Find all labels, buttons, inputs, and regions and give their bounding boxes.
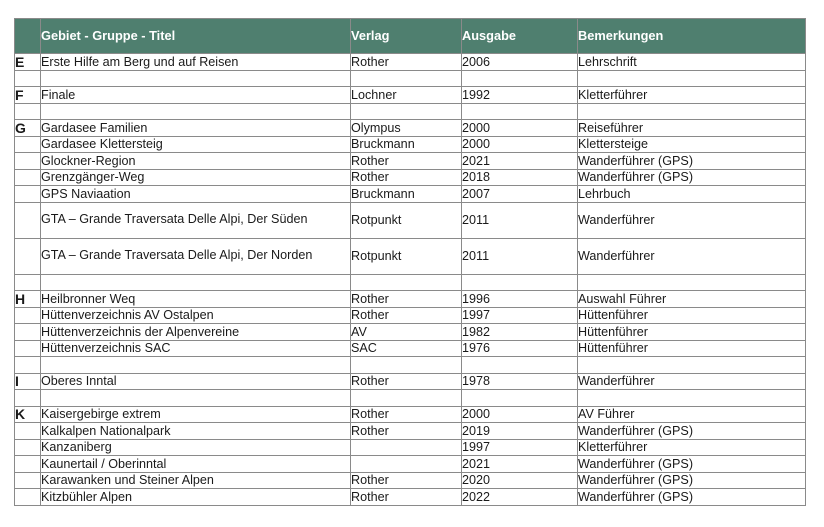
cell-remarks: Hüttenführer: [578, 307, 806, 324]
spacer-row: [15, 357, 806, 374]
cell-edition: 2020: [462, 472, 578, 489]
empty-cell: [15, 357, 41, 374]
empty-cell: [41, 274, 351, 291]
table-body: [15, 54, 806, 506]
cell-remarks: Kletterführer: [578, 87, 806, 104]
cell-remarks: Hüttenführer: [578, 324, 806, 341]
table-row: [15, 136, 806, 153]
cell-publisher: Rother: [351, 307, 462, 324]
cell-edition: 2007: [462, 186, 578, 203]
empty-cell: [578, 357, 806, 374]
cell-edition: 1976: [462, 340, 578, 357]
empty-cell: [578, 390, 806, 407]
cell-publisher: [351, 439, 462, 456]
table-row: [15, 324, 806, 341]
cell-title: Kaisergebirge extrem: [41, 406, 351, 423]
cell-letter: [15, 202, 41, 238]
empty-cell: [578, 103, 806, 120]
cell-edition: 2021: [462, 153, 578, 170]
cell-remarks: Wanderführer (GPS): [578, 169, 806, 186]
spacer-row: [15, 390, 806, 407]
cell-letter: [15, 439, 41, 456]
table-row: [15, 153, 806, 170]
cell-publisher: Olympus: [351, 120, 462, 137]
cell-remarks: Wanderführer (GPS): [578, 456, 806, 473]
empty-cell: [578, 274, 806, 291]
cell-publisher: Rotpunkt: [351, 238, 462, 274]
cell-title: Kitzbühler Alpen: [41, 489, 351, 506]
cell-edition: 2000: [462, 136, 578, 153]
cell-title: Oberes Inntal: [41, 373, 351, 390]
table-row: [15, 307, 806, 324]
empty-cell: [41, 390, 351, 407]
cell-publisher: SAC: [351, 340, 462, 357]
cell-remarks: AV Führer: [578, 406, 806, 423]
cell-title: GTA – Grande Traversata Delle Alpi, Der Norden: [41, 238, 351, 274]
book-list-table: [14, 18, 806, 506]
empty-cell: [351, 70, 462, 87]
cell-edition: 1992: [462, 87, 578, 104]
cell-publisher: Rother: [351, 406, 462, 423]
cell-edition: 1997: [462, 439, 578, 456]
cell-edition: 1997: [462, 307, 578, 324]
cell-edition: 2011: [462, 202, 578, 238]
cell-remarks: Kletterführer: [578, 439, 806, 456]
table-row: [15, 489, 806, 506]
cell-remarks: Wanderführer (GPS): [578, 423, 806, 440]
cell-title: Hüttenverzeichnis AV Ostalpen: [41, 307, 351, 324]
empty-cell: [462, 103, 578, 120]
table-row: [15, 472, 806, 489]
empty-cell: [351, 357, 462, 374]
cell-publisher: Bruckmann: [351, 186, 462, 203]
cell-title: Erste Hilfe am Berg und auf Reisen: [41, 54, 351, 71]
cell-publisher: Rother: [351, 291, 462, 308]
cell-publisher: Rother: [351, 373, 462, 390]
cell-letter: [15, 456, 41, 473]
empty-cell: [15, 274, 41, 291]
cell-publisher: Rother: [351, 423, 462, 440]
cell-title: Hüttenverzeichnis SAC: [41, 340, 351, 357]
cell-letter: K: [15, 406, 41, 423]
cell-remarks: Wanderführer (GPS): [578, 472, 806, 489]
cell-remarks: Auswahl Führer: [578, 291, 806, 308]
cell-remarks: Wanderführer (GPS): [578, 153, 806, 170]
cell-letter: [15, 238, 41, 274]
cell-remarks: Lehrschrift: [578, 54, 806, 71]
cell-edition: 2011: [462, 238, 578, 274]
cell-publisher: Bruckmann: [351, 136, 462, 153]
cell-letter: [15, 489, 41, 506]
empty-cell: [15, 390, 41, 407]
table-row: [15, 238, 806, 274]
table-row: [15, 439, 806, 456]
header-edition: Ausgabe: [462, 19, 578, 54]
document-page: [14, 18, 806, 506]
empty-cell: [15, 103, 41, 120]
cell-letter: G: [15, 120, 41, 137]
cell-title: Kanzaniberg: [41, 439, 351, 456]
cell-edition: 2006: [462, 54, 578, 71]
cell-title: Finale: [41, 87, 351, 104]
cell-remarks: Reiseführer: [578, 120, 806, 137]
cell-letter: [15, 324, 41, 341]
empty-cell: [41, 103, 351, 120]
empty-cell: [41, 70, 351, 87]
cell-publisher: [351, 456, 462, 473]
cell-letter: [15, 186, 41, 203]
cell-letter: [15, 472, 41, 489]
cell-edition: 2022: [462, 489, 578, 506]
cell-title: Gardasee Klettersteig: [41, 136, 351, 153]
cell-letter: [15, 169, 41, 186]
cell-remarks: Wanderführer (GPS): [578, 489, 806, 506]
cell-edition: 2000: [462, 406, 578, 423]
empty-cell: [15, 70, 41, 87]
table-row: [15, 120, 806, 137]
cell-title: GPS Naviaation: [41, 186, 351, 203]
cell-remarks: Hüttenführer: [578, 340, 806, 357]
table-row: [15, 169, 806, 186]
cell-title: Kaunertail / Oberinntal: [41, 456, 351, 473]
cell-remarks: Wanderführer: [578, 238, 806, 274]
cell-publisher: Rother: [351, 169, 462, 186]
table-row: [15, 340, 806, 357]
cell-publisher: Rother: [351, 54, 462, 71]
cell-publisher: Rother: [351, 153, 462, 170]
cell-title: GTA – Grande Traversata Delle Alpi, Der Süden: [41, 202, 351, 238]
empty-cell: [462, 357, 578, 374]
cell-edition: 2018: [462, 169, 578, 186]
spacer-row: [15, 103, 806, 120]
header-letter: [15, 19, 41, 54]
empty-cell: [462, 70, 578, 87]
table-row: [15, 291, 806, 308]
header-title: Gebiet - Gruppe - Titel: [41, 19, 351, 54]
cell-title: Gardasee Familien: [41, 120, 351, 137]
empty-cell: [351, 274, 462, 291]
empty-cell: [351, 390, 462, 407]
spacer-row: [15, 70, 806, 87]
cell-title: Glockner-Region: [41, 153, 351, 170]
table-header-row: [15, 19, 806, 54]
cell-title: Karawanken und Steiner Alpen: [41, 472, 351, 489]
cell-edition: 2021: [462, 456, 578, 473]
cell-title: Grenzgänger-Weg: [41, 169, 351, 186]
cell-edition: 1982: [462, 324, 578, 341]
empty-cell: [462, 390, 578, 407]
cell-publisher: Rotpunkt: [351, 202, 462, 238]
cell-letter: [15, 340, 41, 357]
empty-cell: [41, 357, 351, 374]
empty-cell: [578, 70, 806, 87]
cell-letter: [15, 423, 41, 440]
table-row: [15, 54, 806, 71]
cell-publisher: Rother: [351, 489, 462, 506]
spacer-row: [15, 274, 806, 291]
cell-remarks: Wanderführer: [578, 373, 806, 390]
table-row: [15, 423, 806, 440]
cell-edition: 2019: [462, 423, 578, 440]
empty-cell: [351, 103, 462, 120]
cell-remarks: Klettersteige: [578, 136, 806, 153]
cell-edition: 1978: [462, 373, 578, 390]
table-row: [15, 186, 806, 203]
cell-letter: E: [15, 54, 41, 71]
cell-publisher: Lochner: [351, 87, 462, 104]
table-row: [15, 406, 806, 423]
cell-letter: [15, 307, 41, 324]
cell-title: Kalkalpen Nationalpark: [41, 423, 351, 440]
cell-letter: I: [15, 373, 41, 390]
cell-publisher: Rother: [351, 472, 462, 489]
table-row: [15, 373, 806, 390]
cell-letter: H: [15, 291, 41, 308]
empty-cell: [462, 274, 578, 291]
cell-letter: [15, 153, 41, 170]
table-row: [15, 456, 806, 473]
cell-letter: F: [15, 87, 41, 104]
cell-title: Heilbronner Weq: [41, 291, 351, 308]
cell-edition: 1996: [462, 291, 578, 308]
cell-remarks: Wanderführer: [578, 202, 806, 238]
cell-letter: [15, 136, 41, 153]
cell-remarks: Lehrbuch: [578, 186, 806, 203]
table-row: [15, 87, 806, 104]
header-remarks: Bemerkungen: [578, 19, 806, 54]
cell-edition: 2000: [462, 120, 578, 137]
cell-title: Hüttenverzeichnis der Alpenvereine: [41, 324, 351, 341]
table-row: [15, 202, 806, 238]
header-publisher: Verlag: [351, 19, 462, 54]
cell-publisher: AV: [351, 324, 462, 341]
